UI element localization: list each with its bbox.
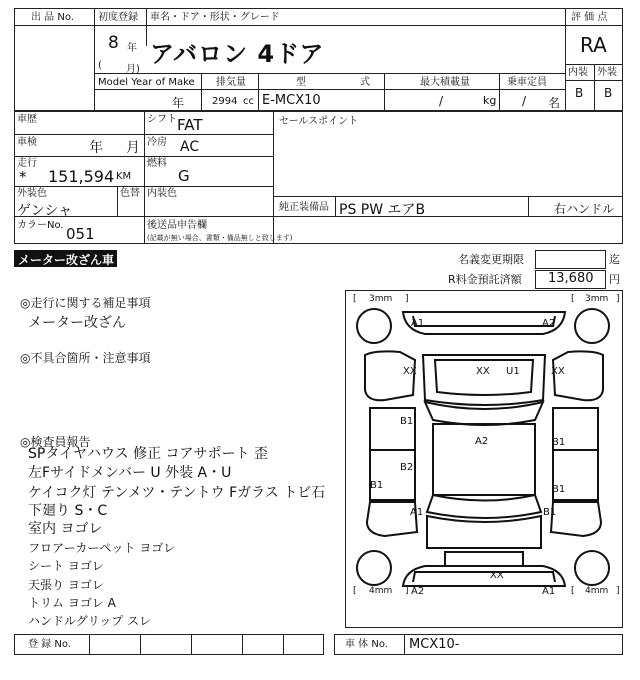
travel-note: メーター改ざん — [28, 315, 126, 331]
svg-text:[: [ — [571, 586, 575, 596]
ac-label: 冷房 — [147, 137, 167, 148]
model-code-label-2: 式 — [360, 77, 370, 88]
ac-value: AC — [180, 139, 200, 155]
kg-unit: kg — [483, 94, 497, 107]
car-diagram — [345, 290, 623, 628]
paren-open: ( — [98, 60, 102, 71]
steering-value: 右ハンドル — [554, 202, 615, 216]
first-registration-label: 初度登録 — [98, 12, 138, 23]
mark-trunk: XX — [490, 570, 504, 581]
model-code: E-MCX10 — [262, 93, 321, 108]
svg-text:]: ] — [405, 294, 409, 304]
km-unit: KM — [116, 171, 132, 182]
recycle-value: 13,680 — [548, 271, 594, 286]
svg-text:]: ] — [616, 294, 620, 304]
mileage-label: 走行 — [17, 158, 37, 169]
mark-front-bumper-left: A1 — [411, 318, 425, 329]
displacement-label: 排気量 — [216, 77, 246, 88]
capacity-slash: / — [522, 94, 527, 108]
tread-fl-label: [ — [353, 294, 357, 304]
color-code-label: カラーNo. — [17, 220, 64, 231]
wheel-rl — [357, 551, 391, 585]
interior-grade-label: 内装 — [568, 67, 588, 78]
tread-fr-label: [ — [571, 294, 575, 304]
front-bumper-shape — [403, 312, 565, 334]
car-name: アバロン 4ドア — [150, 40, 325, 68]
inspection-label: 車検 — [17, 137, 37, 148]
inspector-remark-line: 下廻り S・C — [28, 503, 108, 519]
history-label: 車歴 — [17, 114, 37, 125]
max-load-label: 最大積載量 — [420, 77, 470, 88]
tread-rr: 4mm — [585, 586, 609, 596]
color-change-label: 色替 — [120, 188, 140, 199]
inspection-month: 月 — [126, 140, 140, 156]
equipment-value: PS PW エアB — [339, 202, 426, 218]
inspector-remark-line: 室内 ヨゴレ — [28, 521, 103, 537]
mark-door-fl: B1 — [400, 416, 414, 427]
inspector-heading: ◎検査員報告 — [20, 435, 91, 449]
mark-roof: A2 — [475, 436, 489, 447]
recycle-label: R料金預託済額 — [448, 273, 522, 286]
model-year-unit: 年 — [172, 96, 185, 110]
load-slash: / — [439, 94, 444, 108]
transfer-deadline-label: 名義変更期限 — [458, 253, 524, 266]
chassis-label: 車 体 No. — [345, 639, 388, 650]
transfer-unit: 迄 — [609, 253, 620, 266]
svg-text:]: ] — [405, 586, 409, 596]
exterior-color-value: ゲンシャ — [17, 203, 73, 219]
defects-heading: ◎不具合箇所・注意事項 — [20, 351, 151, 365]
mark-door-fr: B1 — [552, 437, 566, 448]
inspector-remark-line: ケイコク灯 テンメツ・テントウ Fガラス トビ石 — [28, 485, 326, 501]
inspector-remark-line: 左Fサイドメンバー U 外装 A・U — [28, 465, 232, 481]
inspector-remark-line: ハンドルグリップ スレ — [28, 614, 152, 628]
inspection-year: 年 — [89, 140, 103, 156]
fuel-label: 燃料 — [147, 158, 167, 169]
tread-fr: 3mm — [585, 294, 609, 304]
mark-fender-fl: XX — [403, 366, 417, 377]
documents-label: 後送品申告欄 — [147, 220, 207, 231]
hood-shape — [423, 355, 545, 405]
model-code-label: 型 — [296, 77, 306, 88]
mark-sill-left: B1 — [370, 480, 384, 491]
inspector-remark-line: フロアーカーペット ヨゴレ — [28, 541, 176, 555]
mark-rear-bumper-right: A1 — [542, 586, 556, 597]
tread-rl: 4mm — [369, 586, 393, 596]
color-code-value: 051 — [66, 225, 95, 243]
svg-text:]: ] — [616, 586, 620, 596]
mileage-mark: * — [19, 168, 27, 186]
car-name-label: 車名・ドア・形状・グレード — [150, 12, 280, 23]
displacement-value: 2994 — [212, 96, 238, 107]
tampered-banner-text: メーター改ざん車 — [18, 253, 115, 267]
model-year-label: Model Year of Make — [98, 77, 195, 88]
mileage-value: 151,594 — [48, 167, 115, 186]
first-registration-value: 8 — [108, 33, 119, 53]
transfer-deadline-box — [535, 250, 606, 269]
interior-color-label: 内装色 — [147, 188, 177, 199]
wheel-fr — [575, 309, 609, 343]
inspector-remark-line: トリム ヨゴレ A — [28, 596, 116, 610]
exterior-grade-label: 外装 — [597, 67, 617, 78]
documents-note: (記載が無い場合、書類・備品無しと致します) — [147, 234, 293, 242]
door-rl-shape — [370, 450, 415, 500]
wheel-fl — [357, 309, 391, 343]
equipment-label: 純正装備品 — [279, 202, 329, 213]
shift-value: FAT — [177, 116, 203, 134]
mark-fender-fr: XX — [551, 366, 565, 377]
persons-unit: 名 — [548, 96, 561, 110]
rating-label: 評 価 点 — [571, 12, 608, 23]
month-unit: 月) — [126, 64, 140, 75]
cc-unit: cc — [243, 96, 254, 107]
inspector-remark-line: SPタイヤハウス 修正 コアサポート 歪 — [28, 446, 268, 462]
lot-number-label: 出 品 No. — [31, 12, 74, 23]
quarter-rr-shape — [551, 502, 601, 536]
rear-bumper-shape — [403, 566, 565, 586]
mark-quarter-rl: A1 — [410, 507, 424, 518]
inspector-remark-line: シート ヨゴレ — [28, 559, 104, 573]
interior-grade: B — [575, 86, 584, 100]
year-unit: 年 — [127, 43, 137, 54]
travel-heading: ◎走行に関する補足事項 — [20, 296, 151, 310]
door-fl-shape — [370, 408, 415, 450]
exterior-grade: B — [604, 86, 613, 100]
overall-rating: RA — [580, 33, 607, 57]
wheel-rr — [575, 551, 609, 585]
capacity-label: 乗車定員 — [507, 77, 547, 88]
exterior-color-label: 外装色 — [17, 188, 47, 199]
mark-door-rl: B2 — [400, 462, 414, 473]
fuel-value: G — [178, 167, 190, 185]
mark-rear-bumper-left: A2 — [411, 586, 425, 597]
yen-unit: 円 — [609, 273, 620, 286]
sales-point-label: セールスポイント — [279, 116, 359, 127]
mark-quarter-rr: B1 — [543, 507, 557, 518]
mark-hood-right: U1 — [506, 366, 520, 377]
registration-label: 登 録 No. — [28, 639, 71, 650]
mark-hood-left: XX — [476, 366, 490, 377]
svg-text:[: [ — [353, 586, 357, 596]
roof-shape — [433, 424, 535, 495]
mark-door-rr: B1 — [552, 484, 566, 495]
chassis-value: MCX10- — [409, 637, 460, 652]
mark-front-bumper-right: A2 — [542, 318, 556, 329]
tread-fl: 3mm — [369, 294, 393, 304]
shift-label: シフト — [147, 114, 177, 125]
trunk-shape — [427, 516, 541, 548]
inspector-remark-line: 天張り ヨゴレ — [28, 578, 104, 592]
